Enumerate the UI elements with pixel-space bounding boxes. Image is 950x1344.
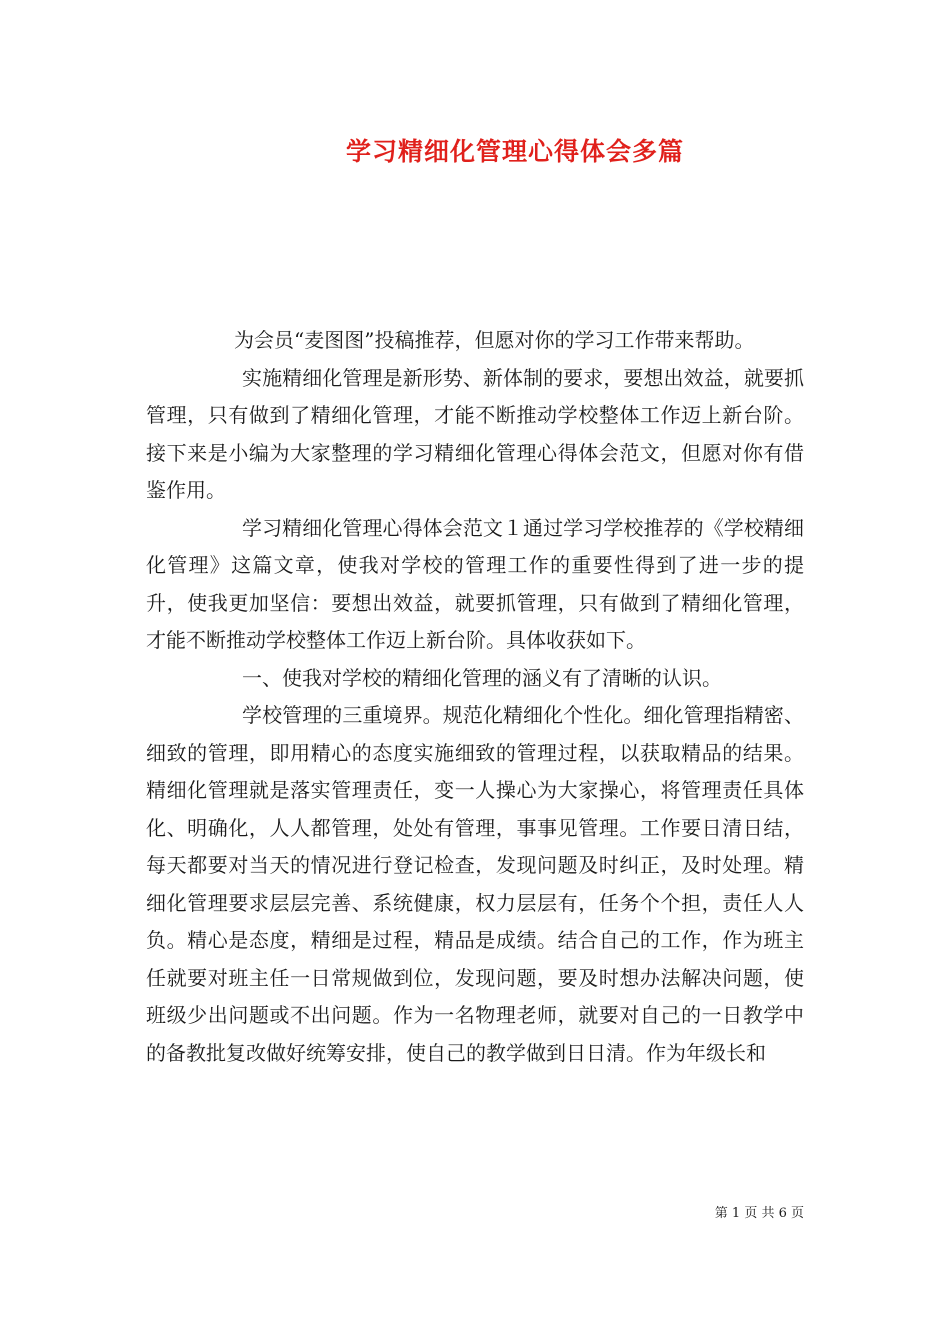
document-body	[146, 322, 804, 1072]
paragraph-section-heading: 一、使我对学校的精细化管理的涵义有了清晰的认识。	[242, 665, 722, 690]
paragraph-summary: 实施精细化管理是新形势、新体制的要求，要想出效益，就要抓管理，只有做到了精细化管理，才能不断推动学校整体工作迈上新台阶。接下来是小编为大家整理的学习精细化管理心得体会范文，但愿对你有借鉴作用。	[146, 365, 804, 502]
paragraph-management-levels: 学校管理的三重境界。规范化精细化个性化。细化管理指精密、细致的管理，即用精心的态度实施细致的管理过程，以获取精品的结果。精细化管理就是落实管理责任，变一人操心为大家操心，将管理责任具体化、明确化，人人都管理，处处有管理，事事见管理。工作要日清日结，每天都要对当天的情况进行登记检查，发现问题及时纠正，及时处理。精细化管理要求层层完善、系统健康，权力层层有，任务个个担，责任人人负。精心是态度，精细是过程，精品是成绩。结合自己的工作，作为班主任就要对班主任一日常规做到位，发现问题，要及时想办法解决问题，使班级少出问题或不出问题。作为一名物理老师，就要对自己的一日教学中的备教批复改做好统筹安排，使自己的教学做到日日清。作为年级长和	[146, 703, 804, 1065]
document-title: 学习精细化管理心得体会多篇	[345, 137, 684, 166]
page-number-footer: 第 1 页 共 6 页	[714, 1206, 804, 1221]
paragraph-sample-1: 学习精细化管理心得体会范文１通过学习学校推荐的《学校精细化管理》这篇文章，使我对学校的管理工作的重要性得到了进一步的提升，使我更加坚信：要想出效益，就要抓管理，只有做到了精细化管理，才能不断推动学校整体工作迈上新台阶。具体收获如下。	[146, 515, 804, 652]
paragraph-intro: 为会员“麦图图”投稿推荐，但愿对你的学习工作带来帮助。	[234, 328, 755, 352]
